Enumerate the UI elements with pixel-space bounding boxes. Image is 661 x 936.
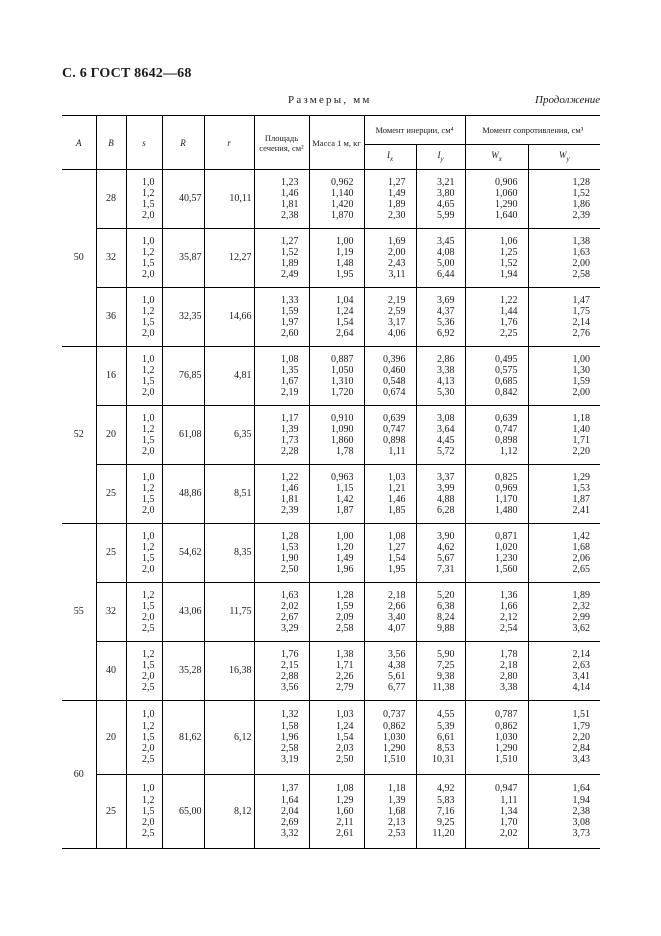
cell-s: 1,0 1,2 1,5 2,0 <box>126 229 162 288</box>
table-caption: Размеры, мм <box>288 94 372 106</box>
cell-B: 25 <box>96 465 126 524</box>
cell-B: 32 <box>96 583 126 642</box>
cell-Iy: 2,86 3,38 4,13 5,30 <box>416 347 465 406</box>
cell-B: 25 <box>96 524 126 583</box>
header-R: R <box>162 116 204 170</box>
cell-Wy: 1,29 1,53 1,87 2,41 <box>528 465 600 524</box>
header-s: s <box>126 116 162 170</box>
cell-R: 35,28 <box>162 642 204 701</box>
cell-Ix: 3,56 4,38 5,61 6,77 <box>364 642 416 701</box>
header-Wy: $W_y$ <box>528 145 600 170</box>
header-B: B <box>96 116 126 170</box>
cell-area: 1,27 1,52 1,89 2,49 <box>254 229 309 288</box>
cell-Wy: 2,14 2,63 3,41 4,14 <box>528 642 600 701</box>
header-mass: Масса 1 м, кг <box>309 116 364 170</box>
cell-Ix: 0,737 0,862 1,030 1,290 1,510 <box>364 701 416 775</box>
cell-Wx: 1,78 2,18 2,80 3,38 <box>465 642 528 701</box>
cell-B: 20 <box>96 406 126 465</box>
cell-A: 50 <box>62 170 96 347</box>
cell-s: 1,0 1,2 1,5 2,0 <box>126 406 162 465</box>
cell-area: 1,08 1,35 1,67 2,19 <box>254 347 309 406</box>
header-r: r <box>204 116 254 170</box>
table-body <box>62 170 600 849</box>
cell-s: 1,0 1,2 1,5 2,0 <box>126 347 162 406</box>
cell-r: 8,12 <box>204 775 254 849</box>
cell-Iy: 5,20 6,38 8,24 9,88 <box>416 583 465 642</box>
cell-mass: 1,38 1,71 2,26 2,79 <box>309 642 364 701</box>
cell-mass: 0,887 1,050 1,310 1,720 <box>309 347 364 406</box>
cell-B: 20 <box>96 701 126 775</box>
cell-B: 16 <box>96 347 126 406</box>
cell-r: 4,81 <box>204 347 254 406</box>
cell-r: 6,35 <box>204 406 254 465</box>
header-Wx: $W_x$ <box>465 145 528 170</box>
cell-area: 1,32 1,58 1,96 2,58 3,19 <box>254 701 309 775</box>
cell-Wx: 0,906 1,060 1,290 1,640 <box>465 170 528 229</box>
table-row <box>62 465 600 524</box>
table-row <box>62 406 600 465</box>
cell-Iy: 3,90 4,62 5,67 7,31 <box>416 524 465 583</box>
cell-Wy: 1,28 1,52 1,86 2,39 <box>528 170 600 229</box>
cell-Wx: 0,947 1,11 1,34 1,70 2,02 <box>465 775 528 849</box>
cell-A: 52 <box>62 347 96 524</box>
cell-r: 8,35 <box>204 524 254 583</box>
cell-Wx: 0,871 1,020 1,230 1,560 <box>465 524 528 583</box>
cell-Wx: 1,06 1,25 1,52 1,94 <box>465 229 528 288</box>
page-header: С. 6 ГОСТ 8642—68 <box>62 66 192 81</box>
cell-A: 55 <box>62 524 96 701</box>
cell-Wx: 0,825 0,969 1,170 1,480 <box>465 465 528 524</box>
header-A: A <box>62 116 96 170</box>
cell-area: 1,76 2,15 2,88 3,56 <box>254 642 309 701</box>
cell-Wy: 1,00 1,30 1,59 2,00 <box>528 347 600 406</box>
table-row <box>62 701 600 775</box>
cell-Wx: 0,639 0,747 0,898 1,12 <box>465 406 528 465</box>
cell-area: 1,63 2,02 2,67 3,29 <box>254 583 309 642</box>
table-row <box>62 347 600 406</box>
cell-area: 1,23 1,46 1,81 2,38 <box>254 170 309 229</box>
cell-r: 12,27 <box>204 229 254 288</box>
cell-s: 1,0 1,2 1,5 2,0 2,5 <box>126 701 162 775</box>
cell-area: 1,17 1,39 1,73 2,28 <box>254 406 309 465</box>
cell-Wx: 1,36 1,66 2,12 2,54 <box>465 583 528 642</box>
cell-R: 76,85 <box>162 347 204 406</box>
header-resistance: Момент сопротивления, см³ <box>465 116 600 145</box>
cell-R: 65,00 <box>162 775 204 849</box>
cell-Wy: 1,38 1,63 2,00 2,58 <box>528 229 600 288</box>
cell-Iy: 3,45 4,08 5,00 6,44 <box>416 229 465 288</box>
header-Iy: $I_y$ <box>416 145 465 170</box>
cell-s: 1,0 1,2 1,5 2,0 <box>126 170 162 229</box>
continuation-label: Продолжение <box>535 94 601 106</box>
dimensions-table <box>62 115 600 849</box>
header-inertia: Момент инерции, см⁴ <box>364 116 465 145</box>
cell-B: 32 <box>96 229 126 288</box>
cell-B: 25 <box>96 775 126 849</box>
cell-r: 6,12 <box>204 701 254 775</box>
cell-Wy: 1,64 1,94 2,38 3,08 3,73 <box>528 775 600 849</box>
table-row <box>62 583 600 642</box>
cell-mass: 1,08 1,29 1,60 2,11 2,61 <box>309 775 364 849</box>
cell-R: 32,35 <box>162 288 204 347</box>
cell-Wx: 0,787 0,862 1,030 1,290 1,510 <box>465 701 528 775</box>
cell-area: 1,33 1,59 1,97 2,60 <box>254 288 309 347</box>
cell-mass: 0,963 1,15 1,42 1,87 <box>309 465 364 524</box>
cell-mass: 1,00 1,19 1,48 1,95 <box>309 229 364 288</box>
cell-mass: 1,03 1,24 1,54 2,03 2,50 <box>309 701 364 775</box>
cell-Wx: 0,495 0,575 0,685 0,842 <box>465 347 528 406</box>
cell-Iy: 5,90 7,25 9,38 11,38 <box>416 642 465 701</box>
cell-area: 1,37 1,64 2,04 2,69 3,32 <box>254 775 309 849</box>
cell-r: 11,75 <box>204 583 254 642</box>
table-row <box>62 288 600 347</box>
cell-Wy: 1,51 1,79 2,20 2,84 3,43 <box>528 701 600 775</box>
cell-R: 43,06 <box>162 583 204 642</box>
cell-area: 1,22 1,46 1,81 2,39 <box>254 465 309 524</box>
cell-s: 1,2 1,5 2,0 2,5 <box>126 642 162 701</box>
table-row <box>62 170 600 229</box>
cell-mass: 1,28 1,59 2,09 2,58 <box>309 583 364 642</box>
cell-area: 1,28 1,53 1,90 2,50 <box>254 524 309 583</box>
cell-Ix: 1,69 2,00 2,43 3,11 <box>364 229 416 288</box>
cell-A: 60 <box>62 701 96 849</box>
cell-s: 1,0 1,2 1,5 2,0 <box>126 288 162 347</box>
cell-Iy: 3,37 3,99 4,88 6,28 <box>416 465 465 524</box>
cell-Ix: 0,639 0,747 0,898 1,11 <box>364 406 416 465</box>
cell-Ix: 1,27 1,49 1,89 2,30 <box>364 170 416 229</box>
cell-R: 61,08 <box>162 406 204 465</box>
table-row <box>62 229 600 288</box>
cell-r: 14,66 <box>204 288 254 347</box>
cell-mass: 1,00 1,20 1,49 1,96 <box>309 524 364 583</box>
cell-B: 40 <box>96 642 126 701</box>
cell-Ix: 1,03 1,21 1,46 1,85 <box>364 465 416 524</box>
cell-mass: 0,910 1,090 1,860 1,78 <box>309 406 364 465</box>
cell-Wy: 1,47 1,75 2,14 2,76 <box>528 288 600 347</box>
cell-s: 1,2 1,5 2,0 2,5 <box>126 583 162 642</box>
cell-R: 48,86 <box>162 465 204 524</box>
cell-Ix: 2,19 2,59 3,17 4,06 <box>364 288 416 347</box>
cell-R: 40,57 <box>162 170 204 229</box>
cell-Iy: 4,55 5,39 6,61 8,53 10,31 <box>416 701 465 775</box>
cell-B: 28 <box>96 170 126 229</box>
cell-r: 8,51 <box>204 465 254 524</box>
cell-Wy: 1,42 1,68 2,06 2,65 <box>528 524 600 583</box>
cell-Iy: 3,69 4,37 5,36 6,92 <box>416 288 465 347</box>
header-Ix: $I_x$ <box>364 145 416 170</box>
cell-R: 81,62 <box>162 701 204 775</box>
cell-Ix: 2,18 2,66 3,40 4,07 <box>364 583 416 642</box>
table-row <box>62 642 600 701</box>
header-area: Площадь сечения, см² <box>254 116 309 170</box>
cell-r: 10,11 <box>204 170 254 229</box>
cell-Iy: 4,92 5,83 7,16 9,25 11,20 <box>416 775 465 849</box>
cell-R: 54,62 <box>162 524 204 583</box>
cell-Iy: 3,21 3,80 4,65 5,99 <box>416 170 465 229</box>
cell-s: 1,0 1,2 1,5 2,0 2,5 <box>126 775 162 849</box>
table-row <box>62 524 600 583</box>
table-header <box>62 116 600 170</box>
cell-Wy: 1,89 2,32 2,99 3,62 <box>528 583 600 642</box>
cell-mass: 0,962 1,140 1,420 1,870 <box>309 170 364 229</box>
cell-r: 16,38 <box>204 642 254 701</box>
cell-R: 35,87 <box>162 229 204 288</box>
cell-Wy: 1,18 1,40 1,71 2,20 <box>528 406 600 465</box>
cell-Ix: 0,396 0,460 0,548 0,674 <box>364 347 416 406</box>
cell-Iy: 3,08 3,64 4,45 5,72 <box>416 406 465 465</box>
cell-mass: 1,04 1,24 1,54 2,64 <box>309 288 364 347</box>
cell-Ix: 1,08 1,27 1,54 1,95 <box>364 524 416 583</box>
cell-Ix: 1,18 1,39 1,68 2,13 2,53 <box>364 775 416 849</box>
cell-Wx: 1,22 1,44 1,76 2,25 <box>465 288 528 347</box>
cell-s: 1,0 1,2 1,5 2,0 <box>126 524 162 583</box>
table-row <box>62 775 600 849</box>
cell-B: 36 <box>96 288 126 347</box>
cell-s: 1,0 1,2 1,5 2,0 <box>126 465 162 524</box>
